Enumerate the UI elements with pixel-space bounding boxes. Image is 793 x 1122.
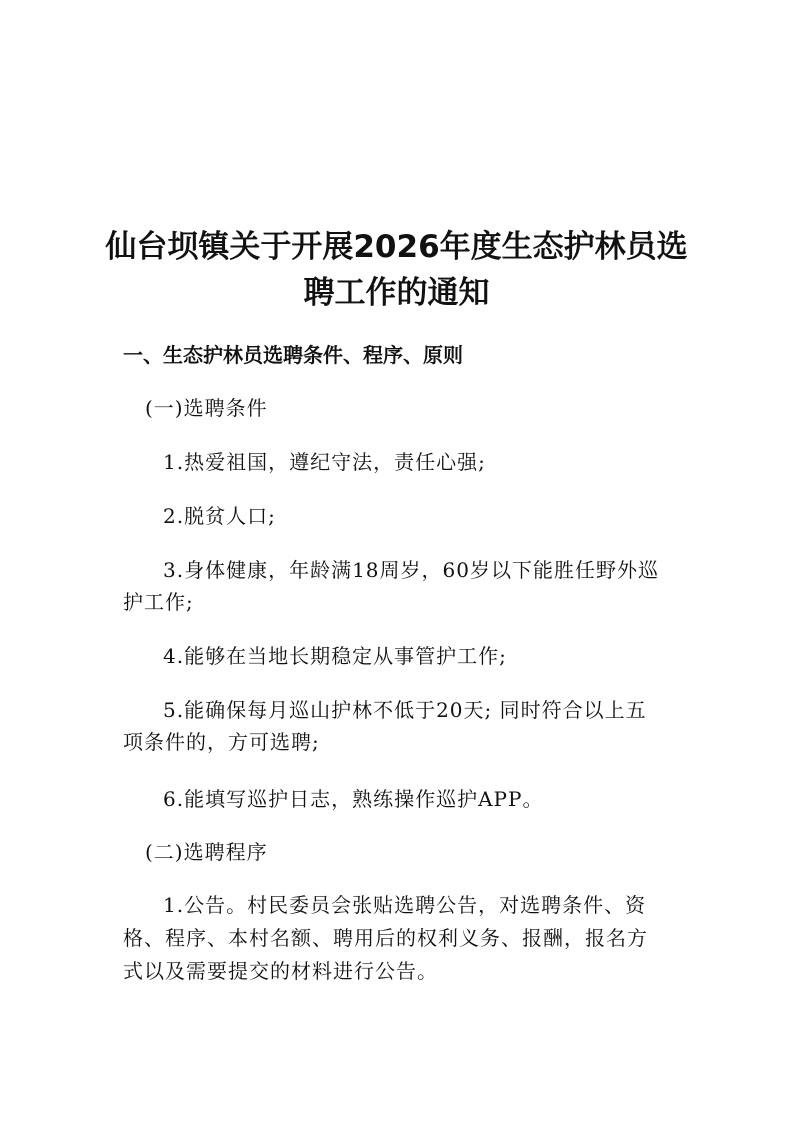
document-title-line-2: 聘工作的通知 [303,275,490,311]
condition-item-6: 6.能填写巡护日志，熟练操作巡护APP。 [163,787,544,811]
condition-item-4: 4.能够在当地长期稳定从事管护工作; [163,644,507,668]
condition-item-5-continued: 项条件的，方可选聘; [123,730,320,754]
section-heading: 一、生态护林员选聘条件、程序、原则 [123,343,463,367]
procedure-item-1-continued: 格、程序、本村名额、聘用后的权利义务、报酬，报名方 [123,926,648,950]
condition-item-5: 5.能确保每月巡山护林不低于20天; 同时符合以上五 [163,698,647,722]
condition-item-3-continued: 护工作; [123,590,194,614]
procedure-item-1-continued-2: 式以及需要提交的材料进行公告。 [123,959,438,983]
condition-item-1: 1.热爱祖国，遵纪守法，责任心强; [163,450,486,474]
subsection-heading-conditions: (一)选聘条件 [145,396,268,420]
procedure-item-1: 1.公告。村民委员会张贴选聘公告，对选聘条件、资 [163,893,647,917]
condition-item-2: 2.脱贫人口; [163,504,276,528]
subsection-heading-procedure: (二)选聘程序 [145,840,268,864]
document-title-line-1: 仙台坝镇关于开展2026年度生态护林员选 [105,229,688,265]
condition-item-3: 3.身体健康，年龄满18周岁，60岁以下能胜任野外巡 [163,558,659,582]
